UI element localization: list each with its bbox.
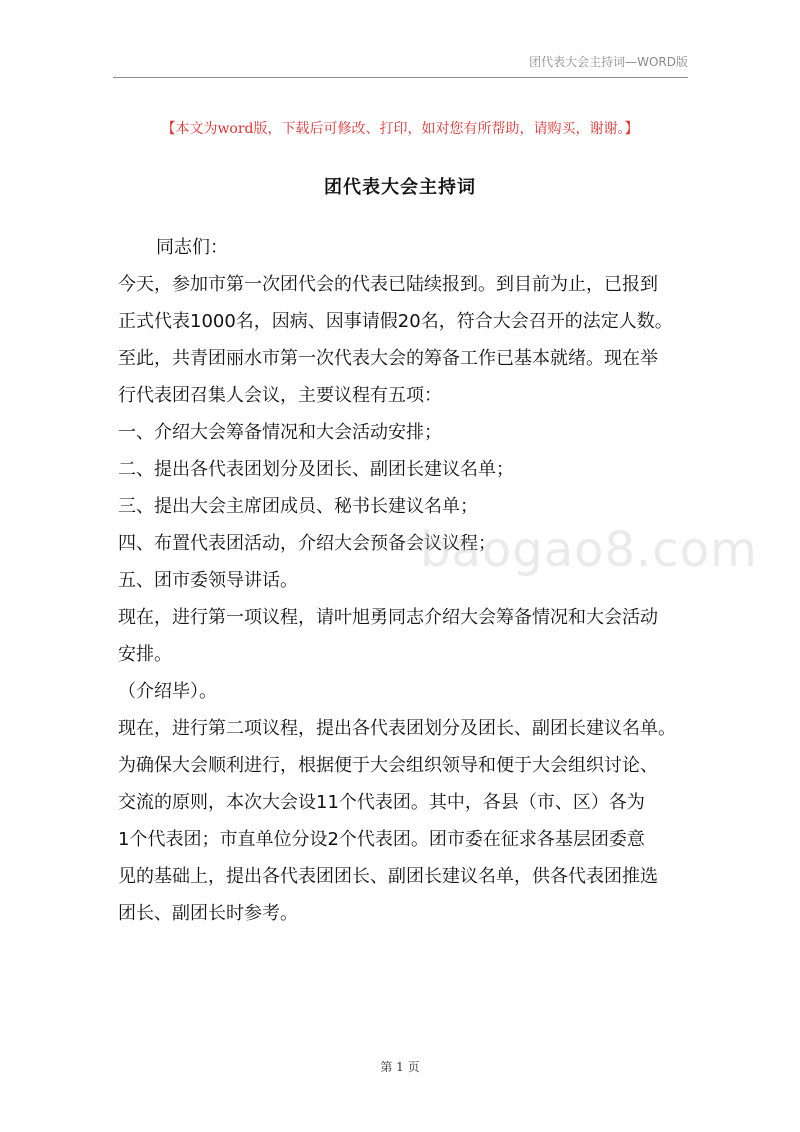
text-line: 今天，参加市第一次团代会的代表已陆续报到。到目前为止，已报到 xyxy=(118,274,658,295)
watermark: baogao8.com xyxy=(420,522,758,578)
text-line: 正式代表1000名，因病、因事请假20名，符合大会召开的法定人数。 xyxy=(118,311,673,332)
header-title: 团代表大会主持词—WORD版 xyxy=(529,55,688,69)
text-line: 现在，进行第一项议程，请叶旭勇同志介绍大会筹备情况和大会活动 xyxy=(118,607,658,628)
page-number: 第 1 页 xyxy=(380,1060,420,1074)
text-line: 三、提出大会主席团成员、秘书长建议名单； xyxy=(118,496,478,517)
text-line: 为确保大会顺利进行，根据便于大会组织领导和便于大会组织讨论、 xyxy=(118,755,658,776)
text-line: 团长、副团长时参考。 xyxy=(118,903,298,924)
text-line: （介绍毕）。 xyxy=(118,681,217,702)
document-title: 团代表大会主持词 xyxy=(324,177,476,198)
document-body xyxy=(118,229,688,932)
text-line: 行代表团召集人会议，主要议程有五项： xyxy=(118,385,442,406)
page-header xyxy=(113,55,688,78)
text-line: 四、布置代表团活动，介绍大会预备会议议程； xyxy=(118,533,496,554)
text-line: 现在，进行第二项议程，提出各代表团划分及团长、副团长建议名单。 xyxy=(118,718,676,739)
purchase-notice: 【本文为word版，下载后可修改、打印，如对您有所帮助，请购买，谢谢。】 xyxy=(161,121,639,137)
text-line: 交流的原则，本次大会设11个代表团。其中，各县（市、区）各为 xyxy=(118,792,645,813)
text-line: 五、团市委领导讲话。 xyxy=(118,570,298,591)
text-line: 同志们： xyxy=(156,237,228,258)
text-line: 安排。 xyxy=(118,644,172,665)
text-line: 1个代表团；市直单位分设2个代表团。团市委在征求各基层团委意 xyxy=(118,829,645,850)
text-line: 见的基础上，提出各代表团团长、副团长建议名单，供各代表团推选 xyxy=(118,866,658,887)
text-line: 一、介绍大会筹备情况和大会活动安排； xyxy=(118,422,442,443)
text-line: 二、提出各代表团划分及团长、副团长建议名单； xyxy=(118,459,514,480)
text-line: 至此，共青团丽水市第一次代表大会的筹备工作已基本就绪。现在举 xyxy=(118,348,658,369)
